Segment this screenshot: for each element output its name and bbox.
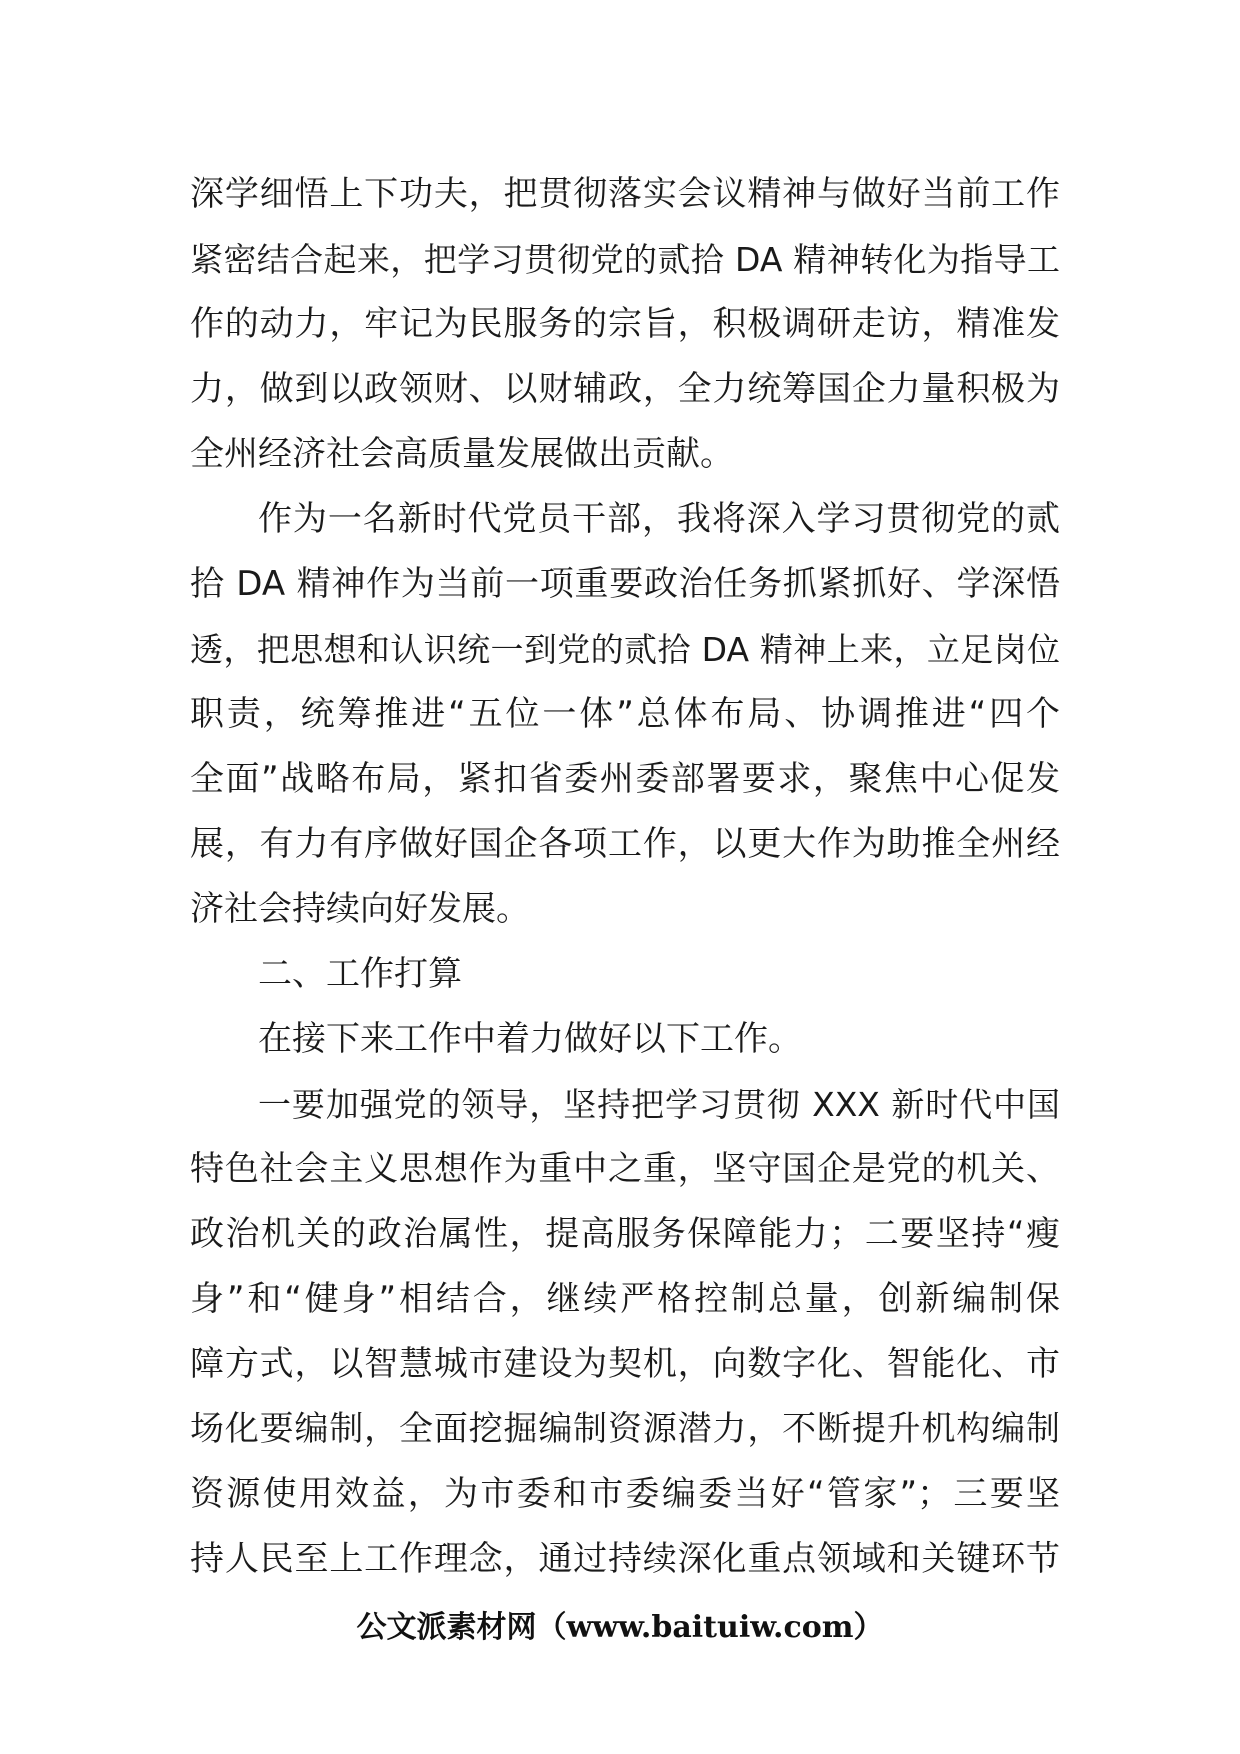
text-line: 展，有力有序做好国企各项工作，以更大作为助推全州经 <box>190 824 1060 864</box>
section-heading: 二、工作打算 <box>258 954 462 994</box>
text-line: 作的动力，牢记为民服务的宗旨，积极调研走访，精准发 <box>190 304 1060 344</box>
text-line: 全州经济社会高质量发展做出贡献。 <box>190 434 734 474</box>
footer-watermark: 公文派素材网（www.baituiw.com） <box>356 1610 884 1645</box>
document-body <box>190 162 1060 1592</box>
text-line: 济社会持续向好发展。 <box>190 889 530 929</box>
text-line: 深学细悟上下功夫，把贯彻落实会议精神与做好当前工作 <box>190 174 1060 214</box>
text-line: 身”和“健身”相结合，继续严格控制总量，创新编制保 <box>190 1279 1060 1319</box>
text-line: 拾 DA 精神作为当前一项重要政治任务抓紧抓好、学深悟 <box>190 564 1060 604</box>
text-line: 一要加强党的领导，坚持把学习贯彻 XXX 新时代中国 <box>258 1085 1060 1124</box>
text-line: 作为一名新时代党员干部，我将深入学习贯彻党的贰 <box>258 499 1060 539</box>
text-line: 场化要编制，全面挖掘编制资源潜力，不断提升机构编制 <box>190 1409 1060 1449</box>
text-line: 在接下来工作中着力做好以下工作。 <box>258 1019 802 1059</box>
text-line: 全面”战略布局，紧扣省委州委部署要求，聚焦中心促发 <box>190 759 1060 799</box>
text-line: 紧密结合起来，把学习贯彻党的贰拾 DA 精神转化为指导工 <box>190 240 1060 279</box>
text-line: 资源使用效益，为市委和市委编委当好“管家”；三要坚 <box>190 1474 1060 1514</box>
text-line: 障方式，以智慧城市建设为契机，向数字化、智能化、市 <box>190 1344 1060 1384</box>
text-line: 职责，统筹推进“五位一体”总体布局、协调推进“四个 <box>190 694 1060 734</box>
text-line: 透，把思想和认识统一到党的贰拾 DA 精神上来，立足岗位 <box>190 630 1060 669</box>
text-line: 力，做到以政领财、以财辅政，全力统筹国企力量积极为 <box>190 369 1060 409</box>
text-line: 政治机关的政治属性，提高服务保障能力；二要坚持“瘦 <box>190 1214 1060 1254</box>
text-line: 持人民至上工作理念，通过持续深化重点领域和关键环节 <box>190 1539 1060 1579</box>
text-line: 特色社会主义思想作为重中之重，坚守国企是党的机关、 <box>190 1149 1060 1189</box>
